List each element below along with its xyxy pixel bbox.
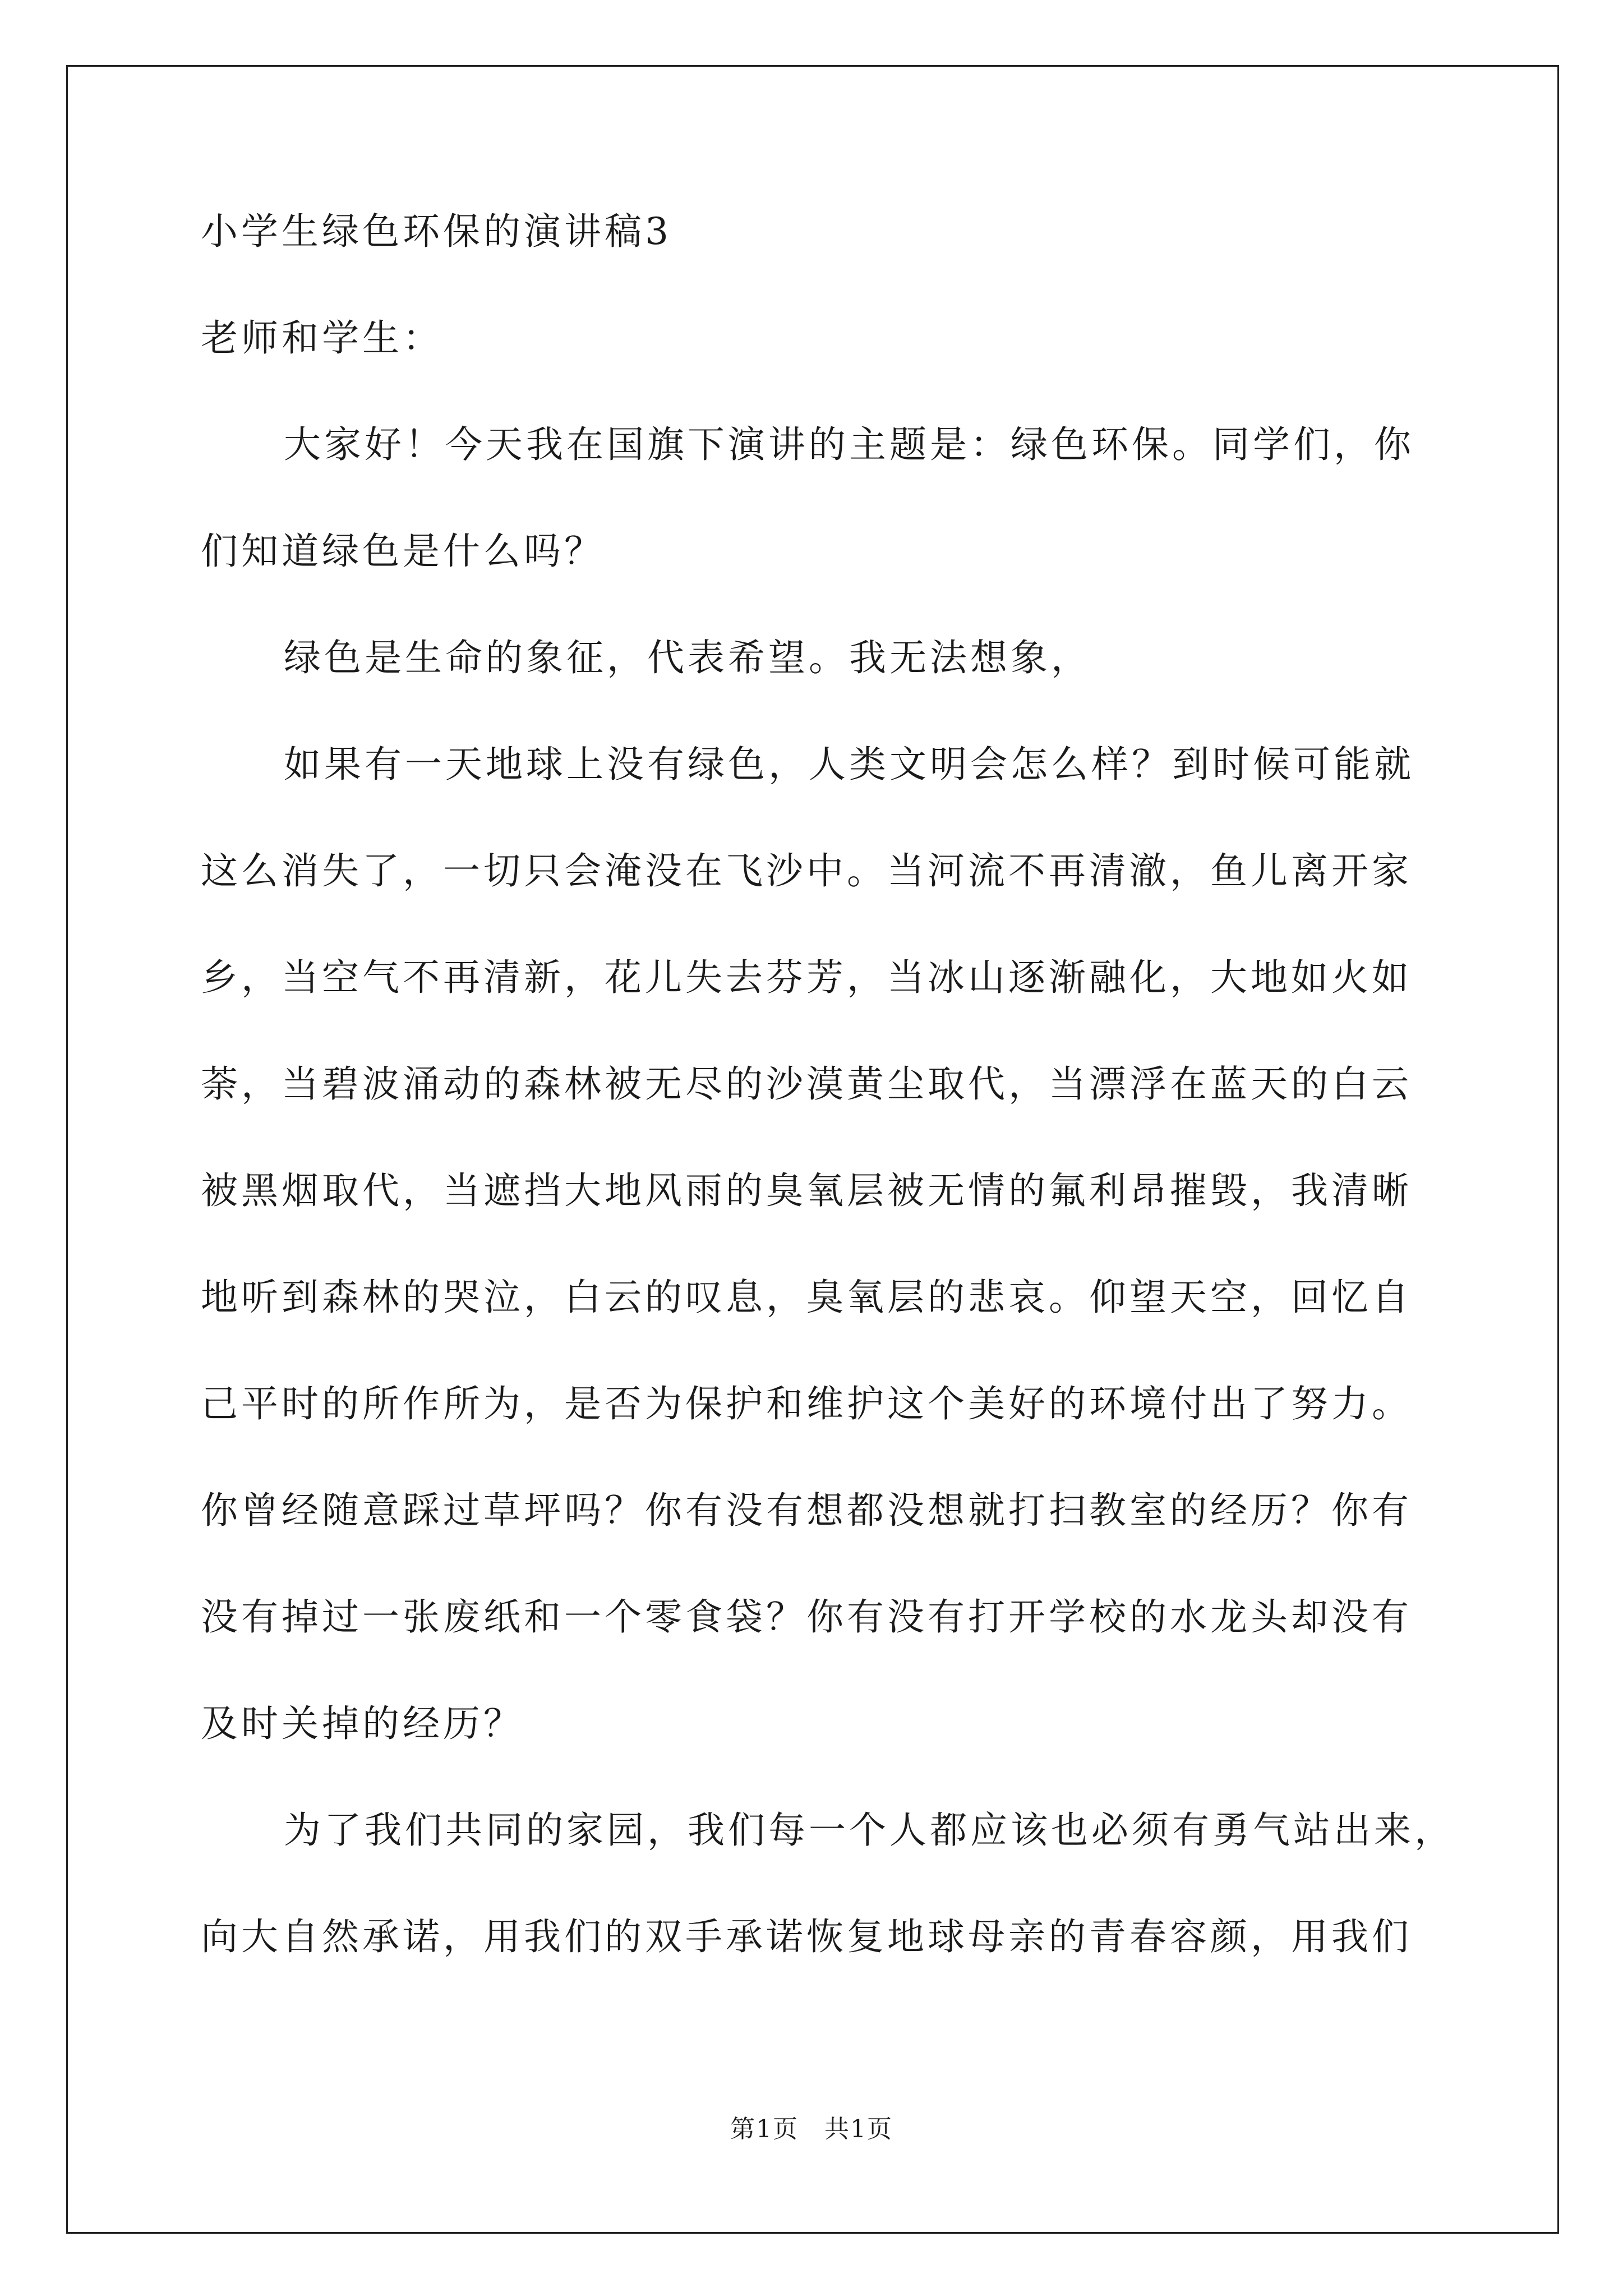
paragraph-line: 地听到森林的哭泣，白云的叹息，臭氧层的悲哀。仰望天空，回忆自 — [201, 1276, 1412, 1319]
paragraph-line: 向大自然承诺，用我们的双手承诺恢复地球母亲的青春容颜，用我们 — [201, 1915, 1412, 1958]
paragraph-line: 大家好！今天我在国旗下演讲的主题是：绿色环保。同学们，你 — [284, 423, 1414, 466]
paragraph — [201, 743, 1435, 1745]
paragraph-line: 为了我们共同的家园，我们每一个人都应该也必须有勇气站出来， — [284, 1809, 1455, 1852]
paragraph-line: 荼，当碧波涌动的森林被无尽的沙漠黄尘取代，当漂浮在蓝天的白云 — [201, 1062, 1412, 1106]
paragraph-line: 绿色是生命的象征，代表希望。我无法想象， — [284, 636, 1091, 679]
paragraph-line: 被黑烟取代，当遮挡大地风雨的臭氧层被无情的氟利昂摧毁，我清晰 — [201, 1169, 1412, 1212]
paragraph — [201, 636, 1435, 679]
salutation: 老师和学生： — [201, 316, 443, 360]
paragraph-line: 乡，当空气不再清新，花儿失去芬芳，当冰山逐渐融化，大地如火如 — [201, 956, 1412, 999]
paragraph-line: 你曾经随意踩过草坪吗？你有没有想都没想就打扫教室的经历？你有 — [201, 1489, 1412, 1532]
paragraph-line: 没有掉过一张废纸和一个零食袋？你有没有打开学校的水龙头却没有 — [201, 1595, 1412, 1639]
paragraph — [201, 1809, 1455, 1958]
paragraph-line: 们知道绿色是什么吗？ — [201, 530, 605, 573]
document-body — [201, 210, 1455, 2025]
paragraph — [201, 423, 1435, 573]
paragraph-line: 如果有一天地球上没有绿色，人类文明会怎么样？到时候可能就 — [284, 743, 1414, 786]
document-title: 小学生绿色环保的演讲稿3 — [201, 210, 672, 253]
paragraph-line: 及时关掉的经历？ — [201, 1702, 524, 1745]
paragraph-line: 己平时的所作所为，是否为保护和维护这个美好的环境付出了努力。 — [201, 1382, 1412, 1425]
paragraph-line: 这么消失了，一切只会淹没在飞沙中。当河流不再清澈，鱼儿离开家 — [201, 849, 1412, 892]
page-footer: 第1页 共1页 — [730, 2115, 893, 2143]
